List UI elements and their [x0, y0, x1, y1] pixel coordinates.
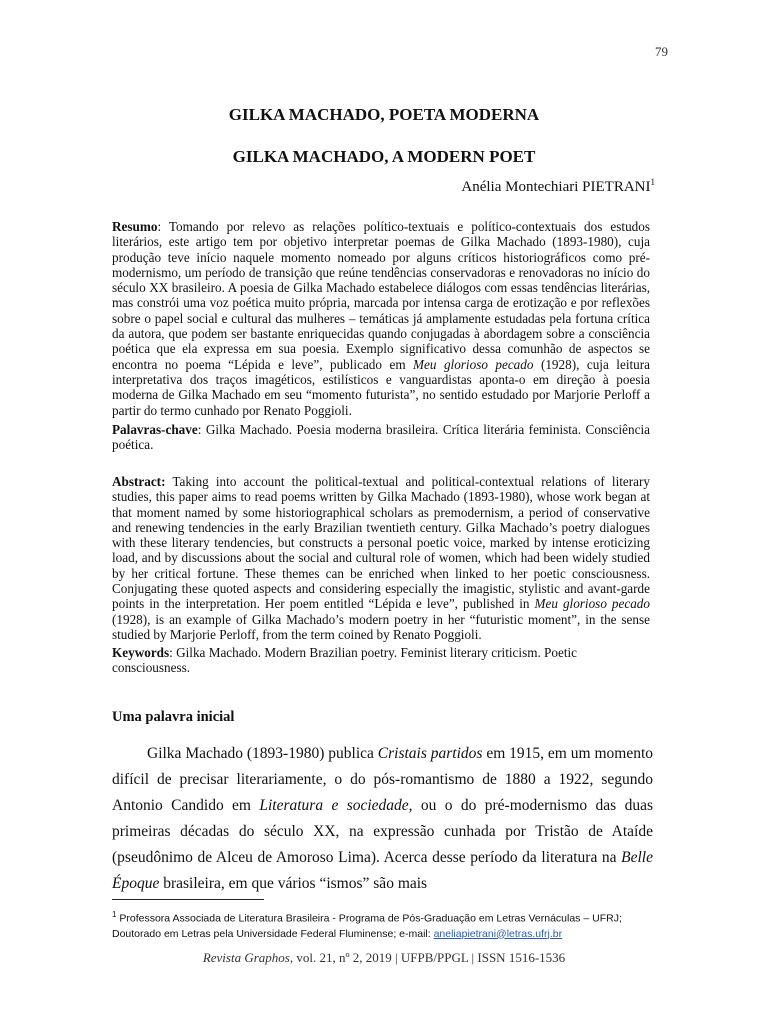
resumo-book-title: Meu glorioso pecado [413, 356, 534, 372]
body-paragraph [112, 741, 653, 897]
abstract-book-title: Meu glorioso pecado [534, 596, 650, 612]
author-name: Anélia Montechiari PIETRANI [461, 179, 651, 195]
resumo-text-1: : Tomando por relevo as relações político-textuais e político-contextuais dos estudos literários, este artigo tem por objetivo interpretar poemas de Gilka Machado (1893-1980), cuja produção teve início naquele momento nomeado por alguns críticos historiográficos como pré-modernismo, um período de transição que reúne tendências conservadoras e renovadoras no início do século XX brasileiro. A poesia de Gilka Machado estabelece diálogos com essas tendências literárias, mas constrói uma voz poética muito própria, marcada por intensa carga de erotização e por reflexões sobre o papel social e cultural das mulheres – temáticas já amplamente estudadas pela fortuna crítica da autora, que podem ser bastante enriquecidas quando conjugadas à abordagem sobre a consciência poética que ela expressa em sua poesia. Exemplo significativo dessa comunhão de aspectos se encontra no poema “Lépida e leve”, publicado em [112, 219, 650, 372]
abstract-paragraph [112, 474, 650, 642]
abstract-label: Abstract: [112, 474, 166, 489]
title-portuguese: GILKA MACHADO, POETA MODERNA [228, 105, 540, 124]
keywords-text: : Gilka Machado. Modern Brazilian poetry. Feminist literary criticism. Poetic consciousness. [112, 645, 578, 676]
author-line [461, 177, 655, 196]
body-book-literatura: Literatura e sociedade [259, 797, 409, 814]
body-book-cristais: Cristais partidos [377, 745, 483, 762]
palavras-chave-label: Palavras-chave [112, 422, 198, 437]
palavras-chave-text: : Gilka Machado. Poesia moderna brasileira. Crítica literária feminista. Consciência poética. [112, 422, 650, 453]
footer-details: , vol. 21, nº 2, 2019 | UFPB/PPGL | ISSN 1516-1536 [289, 950, 566, 965]
resumo-label: Resumo [112, 219, 158, 234]
footnote-email-link[interactable]: aneliapietrani@letras.ufrj.br [433, 927, 563, 940]
footnote [112, 907, 657, 942]
resumo-text-2: (1928), cuja leitura interpretativa dos traços imagéticos, estilísticos e vanguardistas aponta-o em direção à poesia moderna de Gilka Machado em seu “momento futurista”, no sentido estudado por Marjorie Perloff a partir do termo cunhado por Renato Poggioli. [112, 356, 650, 418]
footnote-divider [112, 899, 264, 900]
body-text-b: em 1915, em um momento difícil de precisar literariamente, o do pós-romantismo de 1880 a 1922, segundo Antonio Candido em [112, 745, 654, 814]
palavras-chave-paragraph [112, 422, 650, 453]
abstract-text-1: Taking into account the political-textual and political-contextual relations of literary studies, this paper aims to read poems written by Gilka Machado (1893-1980), whose work began at that moment named by some historiographical scholars as premodernism, a period of conservative and renewing tendencies in the early Brazilian twentieth century. Gilka Machado’s poetry dialogues with these literary tendencies, but constructs a personal poetic voice, marked by intense eroticizing load, and by discussions about the social and cultural role of women, which had been widely studied by her critical fortune. These themes can be enriched when linked to her poetic consciousness. Conjugating these quoted aspects and considering especially the imagistic, stylistic and avant-garde points in the interpretation. Her poem entitled “Lépida e leve”, published in [112, 474, 650, 612]
keywords-paragraph [112, 645, 650, 676]
body-text-a: Gilka Machado (1893-1980) publica [147, 745, 378, 762]
footnote-text: Professora Associada de Literatura Brasileira - Programa de Pós-Graduação em Letras Vernáculas – UFRJ; Doutorado em Letras pela Universidade Federal Fluminense; e-mail: [112, 912, 622, 940]
page-number: 79 [655, 44, 668, 59]
body-text-c: , ou o do pré-modernismo das duas primeiras décadas do século XX, na expressão cunhada por Tristão de Ataíde (pseudônimo de Alceu de Amoroso Lima). Acerca desse período da literatura na [112, 797, 653, 866]
resumo-paragraph [112, 219, 650, 418]
author-footnote-mark: 1 [650, 177, 655, 187]
body-belle-epoque: Belle Époque [112, 849, 653, 892]
title-english: GILKA MACHADO, A MODERN POET [232, 147, 536, 166]
footer-journal: Revista Graphos [202, 950, 290, 965]
body-text-d: brasileira, em que vários “ismos” são mais [159, 875, 428, 892]
abstract-text-2: (1928), is an example of Gilka Machado’s modern poetry in her “futuristic moment”, in the sense studied by Marjorie Perloff, from the term coined by Renato Poggioli. [112, 611, 650, 642]
section-heading: Uma palavra inicial [112, 709, 235, 725]
page-footer [0, 950, 768, 966]
keywords-label: Keywords [112, 645, 170, 660]
footnote-mark: 1 [112, 910, 117, 919]
